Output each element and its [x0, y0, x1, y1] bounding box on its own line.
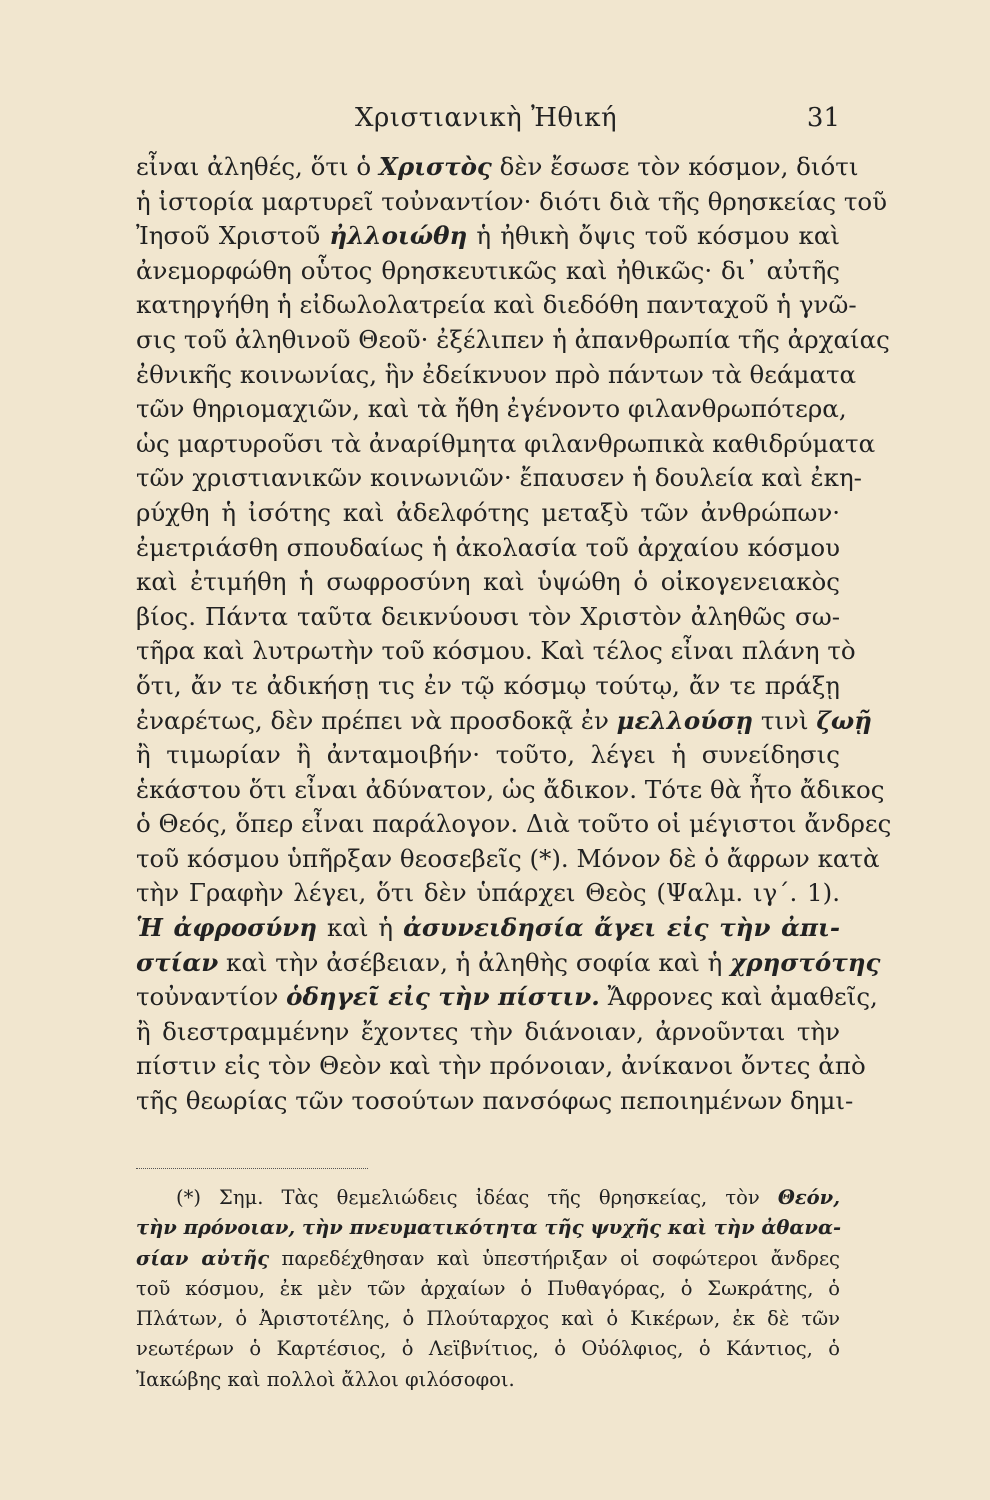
text-line — [136, 669, 840, 704]
footnote-line — [136, 1183, 840, 1213]
text-run: πίστιν εἰς τὸν Θεὸν καὶ τὴν πρόνοιαν, ἀνίκανοι ὄντες ἀπὸ — [136, 1051, 866, 1081]
text-run: τοῦ κόσμου ὑπῆρξαν θεοσεβεῖς (*). Μόνον δὲ ὁ ἄφρων κατὰ — [136, 843, 880, 873]
text-run: τοῦ κόσμου, ἐκ μὲν τῶν ἀρχαίων ὁ Πυθαγόρας, ὁ Σωκράτης, ὁ — [136, 1276, 840, 1300]
emphasis-text: ἀσυνειδησία ἄγει εἰς τὴν ἀπι- — [403, 913, 840, 943]
text-line — [136, 358, 857, 393]
text-line — [136, 1049, 866, 1084]
text-run: εἶναι ἀληθές, ὅτι ὁ — [136, 152, 379, 181]
footnote — [136, 1183, 840, 1395]
text-line — [136, 876, 840, 911]
text-run: Πλάτων, ὁ Ἀριστοτέλης, ὁ Πλούταρχος καὶ ὁ Κικέρων, ἐκ δὲ τῶν — [136, 1307, 840, 1331]
text-run: Ἄφρονες καὶ ἀμαθεῖς, — [599, 982, 878, 1012]
text-line — [136, 980, 878, 1015]
emphasis-text: στίαν — [136, 947, 219, 977]
text-run: ἢ τιμωρίαν ἢ ἀνταμοιβήν· τοῦτο, λέγει ἡ συνείδησις — [136, 740, 840, 770]
text-run: ἐθνικῆς κοινωνίας, ἣν ἐδείκνυον πρὸ πάντων τὰ θεάματα — [136, 359, 857, 389]
text-line — [136, 1084, 854, 1119]
text-run: ὡς μαρτυροῦσι τὰ ἀναρίθμητα φιλανθρωπικὰ καθιδρύματα — [136, 428, 876, 458]
text-run: δὲν ἔσωσε τὸν κόσμον, διότι — [491, 152, 859, 181]
text-run: ἐμετριάσθη σπουδαίως ἡ ἀκολασία τοῦ ἀρχαίου κόσμου — [136, 532, 840, 562]
running-header — [330, 103, 840, 143]
footnote-line — [136, 1213, 840, 1243]
text-run: Ἰησοῦ Χριστοῦ — [136, 221, 330, 251]
text-line — [136, 634, 856, 669]
footnote-line — [136, 1304, 840, 1334]
footnote-line — [136, 1244, 840, 1274]
text-line — [136, 600, 840, 635]
text-run: Ἰακώβης καὶ πολλοὶ ἄλλοι φιλόσοφοι. — [136, 1367, 515, 1391]
running-title: Χριστιανικὴ Ἠθική — [355, 103, 618, 133]
text-run: τῆς θεωρίας τῶν τοσούτων πανσόφως πεποιημένων δημι- — [136, 1086, 854, 1116]
main-text — [136, 150, 892, 1119]
text-line — [136, 1015, 840, 1050]
emphasis-text: σίαν αὐτῆς — [136, 1246, 270, 1270]
emphasis-text: Θεόν, — [777, 1186, 840, 1209]
text-run: τῶν θηριομαχιῶν, καὶ τὰ ἤθη ἐγένοντο φιλανθρωπότερα, — [136, 394, 847, 424]
text-line — [136, 427, 876, 462]
text-line — [136, 842, 880, 877]
text-line — [136, 185, 888, 220]
text-line — [136, 773, 885, 808]
emphasis-text: ὁδηγεῖ εἰς τὴν πίστιν. — [286, 982, 600, 1012]
text-line — [136, 704, 872, 739]
text-run: ὅτι, ἄν τε ἀδικήσῃ τις ἐν τῷ κόσμῳ τούτῳ, ἄν τε πράξῃ — [136, 670, 840, 700]
text-run: (*) Σημ. Τὰς θεμελιώδεις ἰδέας τῆς θρησκείας, τὸν — [176, 1186, 778, 1209]
text-run: βίος. Πάντα ταῦτα δεικνύουσι τὸν Χριστὸν ἀληθῶς σω- — [136, 601, 840, 631]
emphasis-text: τὴν πρόνοιαν, τὴν πνευματικότητα τῆς ψυχῆς καὶ τὴν ἀθανα- — [136, 1216, 842, 1240]
text-line — [136, 392, 847, 427]
emphasis-text: χρηστότης — [730, 947, 881, 977]
text-run: ἑκάστου ὅτι εἶναι ἀδύνατον, ὡς ἄδικον. Τότε θὰ ἦτο ἄδικος — [136, 774, 885, 804]
text-line — [136, 807, 892, 842]
text-line — [136, 911, 840, 946]
text-run: τινὶ — [753, 705, 817, 735]
text-line — [136, 565, 840, 600]
text-line — [136, 219, 840, 254]
text-run: ἢ διεστραμμένην ἔχοντες τὴν διάνοιαν, ἀρνοῦνται τὴν — [136, 1016, 840, 1046]
footnote-line — [136, 1334, 840, 1364]
text-run: νεωτέρων ὁ Καρτέσιος, ὁ Λεϊβνίτιος, ὁ Οὐόλφιος, ὁ Κάντιος, ὁ — [136, 1337, 840, 1361]
text-line — [136, 531, 840, 566]
text-run: ἐναρέτως, δὲν πρέπει νὰ προσδοκᾷ ἐν — [136, 705, 617, 735]
text-run: καὶ τὴν ἀσέβειαν, ἡ ἀληθὴς σοφία καὶ ἡ — [218, 947, 731, 977]
emphasis-text: ζωῇ — [816, 705, 872, 735]
text-line — [136, 288, 857, 323]
text-run: τῆρα καὶ λυτρωτὴν τοῦ κόσμου. Καὶ τέλος εἶναι πλάνη τὸ — [136, 636, 856, 666]
text-run: τὴν Γραφὴν λέγει, ὅτι δὲν ὑπάρχει Θεὸς (Ψαλμ. ιγ΄. 1). — [136, 878, 840, 908]
emphasis-text: μελλούσῃ — [616, 705, 754, 735]
emphasis-text: ἠλλοιώθη — [329, 221, 468, 251]
footnote-line — [136, 1365, 840, 1395]
emphasis-text: Ἡ ἀφροσύνη — [136, 913, 318, 943]
footnote-divider — [136, 1168, 368, 1169]
text-line — [136, 461, 862, 496]
text-run: ὁ Θεός, ὅπερ εἶναι παράλογον. Διὰ τοῦτο οἱ μέγιστοι ἄνδρες — [136, 809, 892, 839]
text-run: ἡ ἱστορία μαρτυρεῖ τοὐναντίον· διότι διὰ τῆς θρησκείας τοῦ — [136, 186, 888, 216]
text-run: τοὐναντίον — [136, 982, 287, 1012]
text-run: κατηργήθη ἡ εἰδωλολατρεία καὶ διεδόθη πανταχοῦ ἡ γνῶ- — [136, 290, 857, 320]
text-run: ἡ ἠθικὴ ὄψις τοῦ κόσμου καὶ — [467, 221, 840, 251]
text-run: σις τοῦ ἀληθινοῦ Θεοῦ· ἐξέλιπεν ἡ ἀπανθρωπία τῆς ἀρχαίας — [136, 324, 890, 354]
text-run: παρεδέχθησαν καὶ ὑπεστήριξαν οἱ σοφώτεροι ἄνδρες — [269, 1246, 840, 1270]
footnote-line — [136, 1274, 840, 1304]
page-number: 31 — [806, 103, 840, 133]
text-run: ρύχθη ἡ ἰσότης καὶ ἀδελφότης μεταξὺ τῶν ἀνθρώπων· — [136, 497, 840, 527]
text-line — [136, 738, 840, 773]
text-line — [136, 946, 881, 981]
text-run: καὶ ἡ — [317, 913, 404, 943]
text-run: τῶν χριστιανικῶν κοινωνιῶν· ἔπαυσεν ἡ δουλεία καὶ ἐκη- — [136, 463, 862, 493]
text-run: καὶ ἐτιμήθη ἡ σωφροσύνη καὶ ὑψώθη ὁ οἰκογενειακὸς — [136, 567, 840, 597]
emphasis-text: Χριστὸς — [378, 152, 492, 181]
text-line — [136, 150, 859, 185]
text-line — [136, 323, 890, 358]
text-line — [136, 496, 840, 531]
text-line — [136, 254, 840, 289]
text-run: ἀνεμορφώθη οὗτος θρησκευτικῶς καὶ ἠθικῶς· δι᾽ αὐτῆς — [136, 255, 840, 285]
